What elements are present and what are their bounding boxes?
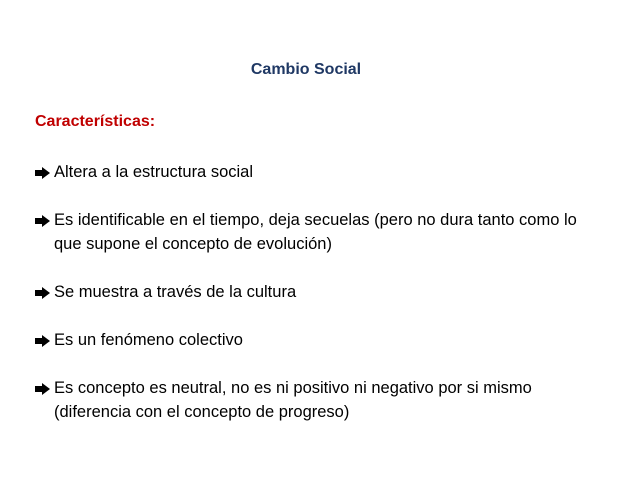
arrow-bullet-icon	[35, 167, 50, 179]
arrow-bullet-icon	[35, 287, 50, 299]
bullet-list	[35, 160, 595, 424]
bullet-text: Es identificable en el tiempo, deja secuelas (pero no dura tanto como lo que supone el concepto de evolución)	[54, 211, 577, 253]
bullet-item	[35, 280, 595, 304]
bullet-text: Es concepto es neutral, no es ni positivo ni negativo por si mismo (diferencia con el concepto de progreso)	[54, 379, 532, 421]
arrow-bullet-icon	[35, 335, 50, 347]
bullet-text: Altera a la estructura social	[54, 163, 254, 181]
bullet-text: Se muestra a través de la cultura	[54, 283, 297, 301]
bullet-item	[35, 160, 595, 184]
bullet-item	[35, 376, 595, 424]
slide-title: Cambio Social	[250, 61, 362, 78]
arrow-bullet-icon	[35, 215, 50, 227]
section-heading: Características:	[35, 113, 156, 130]
arrow-bullet-icon	[35, 383, 50, 395]
bullet-text: Es un fenómeno colectivo	[54, 331, 243, 349]
bullet-item	[35, 208, 595, 256]
bullet-item	[35, 328, 595, 352]
